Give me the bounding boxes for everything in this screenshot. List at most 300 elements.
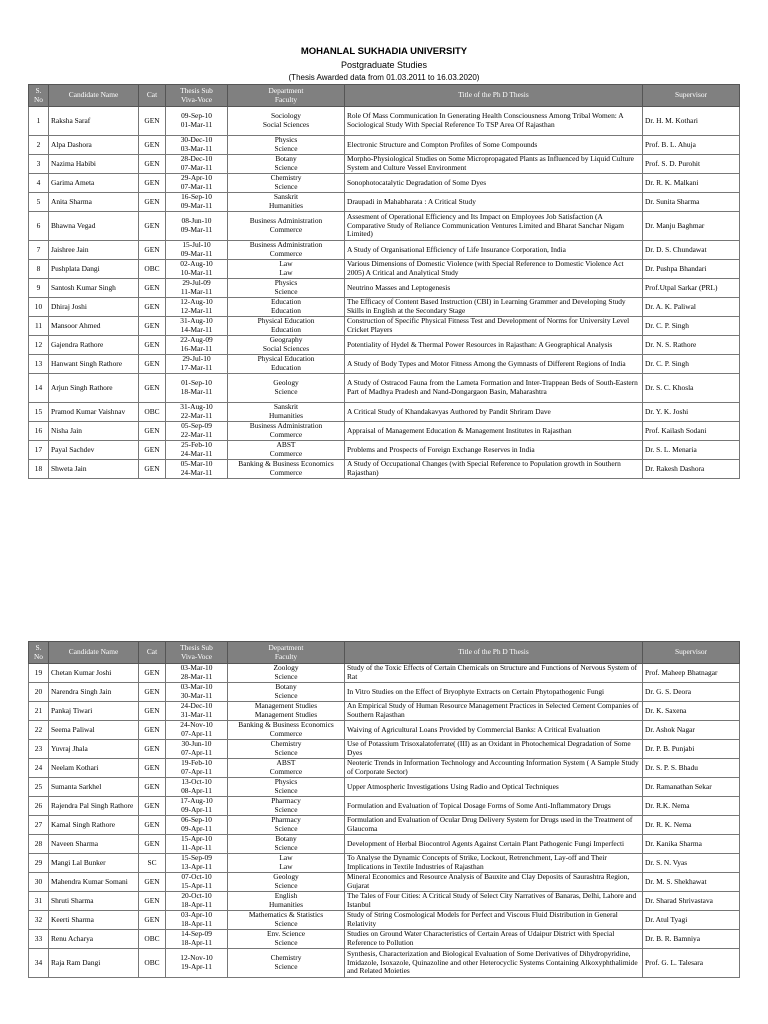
- department: English: [274, 892, 298, 901]
- viva-voce-date: 24-Mar-11: [180, 450, 213, 458]
- category: GEN: [139, 193, 166, 212]
- serial-number: 9: [29, 279, 49, 298]
- department: Management Studies: [254, 702, 318, 711]
- thesis-title: Use of Potassium Trisoxalatoferrate( (III) as an Oxidant in Photochemical Degradation of Some Dyes: [345, 740, 643, 759]
- supervisor: Dr. H. M. Kothari: [643, 107, 740, 136]
- candidate-name: Nisha Jain: [49, 422, 139, 441]
- supervisor: Prof. G. L. Talesara: [643, 949, 740, 978]
- department-faculty: [228, 193, 345, 212]
- viva-voce-date: 16-Mar-11: [180, 345, 213, 353]
- faculty: Management Studies: [254, 711, 318, 719]
- supervisor: Dr. R. K. Nema: [643, 816, 740, 835]
- candidate-name: Alpa Dashora: [49, 136, 139, 155]
- department: Pharmacy: [271, 797, 301, 806]
- col-title-header: Title of the Ph D Thesis: [345, 642, 643, 664]
- serial-number: 14: [29, 374, 49, 403]
- serial-number: 20: [29, 683, 49, 702]
- category: GEN: [139, 683, 166, 702]
- department-faculty: [228, 107, 345, 136]
- submission-date: 14-Sep-09: [181, 930, 212, 939]
- candidate-name: Seema Paliwal: [49, 721, 139, 740]
- thesis-title: Various Dimensions of Domestic Violence (with Special Reference to Domestic Violence Act 2005) A Critical and Analytical Study: [345, 260, 643, 279]
- viva-voce-date: 09-Mar-11: [180, 226, 213, 234]
- table-row: [29, 683, 740, 702]
- category: GEN: [139, 241, 166, 260]
- serial-number: 8: [29, 260, 49, 279]
- department: Physical Education: [257, 317, 315, 326]
- department-faculty: [228, 374, 345, 403]
- serial-number: 2: [29, 136, 49, 155]
- viva-voce-date: 19-Apr-11: [181, 963, 212, 971]
- supervisor: Dr. S. C. Khosla: [643, 374, 740, 403]
- submission-date: 07-Oct-10: [181, 873, 212, 882]
- viva-voce-date: 09-Mar-11: [180, 202, 213, 210]
- category: GEN: [139, 174, 166, 193]
- viva-voce-date: 30-Mar-11: [180, 692, 213, 700]
- col-dept-header: [228, 642, 345, 664]
- submission-date: 29-Jul-10: [182, 355, 211, 364]
- thesis-title: The Efficacy of Content Based Instruction (CBI) in Learning Grammer and Developing Study Skills in English at the Secondary Stage: [345, 298, 643, 317]
- serial-number: 27: [29, 816, 49, 835]
- serial-number: 34: [29, 949, 49, 978]
- thesis-title: A Study of Organisational Efficiency of Life Insurance Corporation, India: [345, 241, 643, 260]
- thesis-title: Neutrino Masses and Leptogenesis: [345, 279, 643, 298]
- viva-voce-date: 22-Mar-11: [180, 412, 213, 420]
- thesis-title: Appraisal of Management Education & Management Institutes in Rajasthan: [345, 422, 643, 441]
- faculty: Education: [271, 307, 301, 315]
- col-sup-header: Supervisor: [643, 85, 740, 107]
- category: GEN: [139, 460, 166, 479]
- candidate-name: Nazima Habibi: [49, 155, 139, 174]
- faculty: Commerce: [269, 768, 303, 776]
- thesis-title: Mineral Economics and Resource Analysis of Bauxite and Clay Deposits of Saurashtra Region, Gujarat: [345, 873, 643, 892]
- submission-date: 30-Jun-10: [181, 740, 212, 749]
- serial-number: 22: [29, 721, 49, 740]
- candidate-name: Pushplata Dangi: [49, 260, 139, 279]
- col-dates-header-line: Viva-Voce: [180, 95, 213, 104]
- department: Physical Education: [257, 355, 315, 364]
- table-row: [29, 107, 740, 136]
- col-sno-header: S. No: [29, 642, 49, 664]
- col-cat-header: Cat: [139, 85, 166, 107]
- category: GEN: [139, 797, 166, 816]
- viva-voce-date: 14-Mar-11: [180, 326, 213, 334]
- col-dept-header-line: Faculty: [274, 652, 298, 661]
- thesis-dates: [166, 930, 228, 949]
- department-faculty: [228, 355, 345, 374]
- serial-number: 1: [29, 107, 49, 136]
- candidate-name: Sumanta Sarkhel: [49, 778, 139, 797]
- department-faculty: [228, 949, 345, 978]
- submission-date: 24-Nov-10: [180, 721, 213, 730]
- faculty: Education: [271, 364, 301, 372]
- faculty: Science: [274, 882, 298, 890]
- viva-voce-date: 28-Mar-11: [180, 673, 213, 681]
- thesis-table-1: [28, 84, 740, 479]
- category: GEN: [139, 441, 166, 460]
- submission-date: 03-Mar-10: [180, 683, 213, 692]
- supervisor: Dr. Y. K. Joshi: [643, 403, 740, 422]
- thesis-dates: [166, 778, 228, 797]
- supervisor: Prof. Kailash Sodani: [643, 422, 740, 441]
- table-row: [29, 193, 740, 212]
- thesis-dates: [166, 835, 228, 854]
- department-faculty: [228, 911, 345, 930]
- department: Sociology: [271, 112, 301, 121]
- thesis-title: A Study of Ostracod Fauna from the Lameta Formation and Inter-Trappean Beds of South-Eastern Part of Madhya Pradesh and Nand-Dongargaon Basin, Maharashtra: [345, 374, 643, 403]
- serial-number: 15: [29, 403, 49, 422]
- department-faculty: [228, 336, 345, 355]
- department: Mathematics & Statistics: [248, 911, 324, 920]
- thesis-title: Neoteric Trends in Information Technology and Accounting Information System ( A Sample Study of Corporate Sector): [345, 759, 643, 778]
- thesis-dates: [166, 664, 228, 683]
- department-faculty: [228, 212, 345, 241]
- thesis-title: Construction of Specific Physical Fitness Test and Development of Norms for University Level Cricket Players: [345, 317, 643, 336]
- serial-number: 13: [29, 355, 49, 374]
- table-row: [29, 816, 740, 835]
- faculty: Science: [274, 749, 298, 757]
- table-row: [29, 460, 740, 479]
- submission-date: 31-Aug-10: [180, 317, 213, 326]
- department: Zoology: [273, 664, 299, 673]
- category: GEN: [139, 107, 166, 136]
- serial-number: 17: [29, 441, 49, 460]
- faculty: Science: [274, 692, 298, 700]
- candidate-name: Bhawna Vegad: [49, 212, 139, 241]
- table-row: [29, 949, 740, 978]
- department-faculty: [228, 403, 345, 422]
- thesis-dates: [166, 241, 228, 260]
- supervisor: Prof. B. L. Ahuja: [643, 136, 740, 155]
- submission-date: 19-Feb-10: [181, 759, 212, 768]
- category: GEN: [139, 778, 166, 797]
- submission-date: 05-Mar-10: [180, 460, 213, 469]
- faculty: Science: [274, 920, 298, 928]
- department: Chemistry: [270, 954, 302, 963]
- faculty: Science: [274, 145, 298, 153]
- thesis-dates: [166, 441, 228, 460]
- faculty: Science: [274, 388, 298, 396]
- col-dept-header: [228, 85, 345, 107]
- submission-date: 25-Feb-10: [181, 441, 212, 450]
- thesis-dates: [166, 683, 228, 702]
- supervisor: Dr. Rakesh Dashora: [643, 460, 740, 479]
- col-dept-header-line: Department: [268, 643, 304, 652]
- category: GEN: [139, 721, 166, 740]
- department: Banking & Business Economics: [238, 721, 334, 730]
- supervisor: Dr. S. N. Vyas: [643, 854, 740, 873]
- supervisor: Dr. P. B. Punjabi: [643, 740, 740, 759]
- submission-date: 22-Aug-09: [180, 336, 213, 345]
- table-row: [29, 374, 740, 403]
- col-dept-header-line: Faculty: [274, 95, 298, 104]
- thesis-dates: [166, 892, 228, 911]
- supervisor: Dr. R.K. Nema: [643, 797, 740, 816]
- serial-number: 33: [29, 930, 49, 949]
- faculty: Science: [274, 825, 298, 833]
- thesis-dates: [166, 702, 228, 721]
- col-cat-header: Cat: [139, 642, 166, 664]
- category: GEN: [139, 835, 166, 854]
- table-row: [29, 911, 740, 930]
- category: GEN: [139, 212, 166, 241]
- thesis-table-2: [28, 641, 740, 978]
- viva-voce-date: 12-Mar-11: [180, 307, 213, 315]
- candidate-name: Raja Ram Dangi: [49, 949, 139, 978]
- candidate-name: Pramod Kumar Vaishnav: [49, 403, 139, 422]
- faculty: Education: [271, 326, 301, 334]
- category: GEN: [139, 740, 166, 759]
- viva-voce-date: 07-Mar-11: [180, 183, 213, 191]
- supervisor: Dr. Sharad Shrivastava: [643, 892, 740, 911]
- thesis-title: Morpho-Physiological Studies on Some Micropropagated Plants as Influenced by Liquid Culture System and Culture Vessel Environment: [345, 155, 643, 174]
- supervisor: Prof.Utpal Sarkar (PRL): [643, 279, 740, 298]
- col-name-header: Candidate Name: [49, 642, 139, 664]
- candidate-name: Rajendra Pal Singh Rathore: [49, 797, 139, 816]
- faculty: Law: [279, 863, 293, 871]
- category: GEN: [139, 374, 166, 403]
- submission-date: 24-Dec-10: [180, 702, 213, 711]
- department: Physics: [274, 136, 298, 145]
- department: Geography: [269, 336, 303, 345]
- candidate-name: Santosh Kumar Singh: [49, 279, 139, 298]
- faculty: Commerce: [269, 469, 303, 477]
- table-row: [29, 422, 740, 441]
- department: Botany: [275, 835, 297, 844]
- department: Botany: [275, 683, 297, 692]
- table-row: [29, 702, 740, 721]
- table-row: [29, 759, 740, 778]
- table-row: [29, 740, 740, 759]
- viva-voce-date: 18-Apr-11: [181, 939, 212, 947]
- thesis-dates: [166, 317, 228, 336]
- candidate-name: Narendra Singh Jain: [49, 683, 139, 702]
- supervisor: Dr. R. K. Malkani: [643, 174, 740, 193]
- thesis-dates: [166, 336, 228, 355]
- department: Business Administration: [249, 422, 323, 431]
- viva-voce-date: 07-Apr-11: [181, 768, 212, 776]
- serial-number: 12: [29, 336, 49, 355]
- category: GEN: [139, 279, 166, 298]
- candidate-name: Jaishree Jain: [49, 241, 139, 260]
- submission-date: 29-Apr-10: [180, 174, 213, 183]
- table-row: [29, 136, 740, 155]
- viva-voce-date: 31-Mar-11: [180, 711, 213, 719]
- thesis-title: Sonophotocatalytic Degradation of Some Dyes: [345, 174, 643, 193]
- submission-date: 02-Aug-10: [180, 260, 213, 269]
- department-faculty: [228, 740, 345, 759]
- serial-number: 26: [29, 797, 49, 816]
- supervisor: Dr. C. P. Singh: [643, 317, 740, 336]
- faculty: Science: [274, 787, 298, 795]
- thesis-dates: [166, 212, 228, 241]
- thesis-title: Development of Herbal Biocontrol Agents Against Certain Plant Pathogenic Fungi Imperfecti: [345, 835, 643, 854]
- faculty: Science: [274, 939, 298, 947]
- supervisor: Dr. A. K. Paliwal: [643, 298, 740, 317]
- faculty: Humanities: [268, 901, 304, 909]
- thesis-dates: [166, 854, 228, 873]
- department: Law: [279, 260, 293, 269]
- category: GEN: [139, 422, 166, 441]
- submission-date: 20-Oct-10: [181, 892, 212, 901]
- supervisor: Dr. Ramanathan Sekar: [643, 778, 740, 797]
- department: Physics: [274, 778, 298, 787]
- supervisor: Dr. K. Saxena: [643, 702, 740, 721]
- serial-number: 28: [29, 835, 49, 854]
- candidate-name: Chetan Kumar Joshi: [49, 664, 139, 683]
- supervisor: Dr. D. S. Chundawat: [643, 241, 740, 260]
- department-faculty: [228, 422, 345, 441]
- candidate-name: Mansoor Ahmed: [49, 317, 139, 336]
- serial-number: 16: [29, 422, 49, 441]
- viva-voce-date: 10-Mar-11: [180, 269, 213, 277]
- supervisor: Dr. B. R. Bamniya: [643, 930, 740, 949]
- table-row: [29, 854, 740, 873]
- submission-date: 09-Sep-10: [181, 112, 212, 121]
- faculty: Social Sciences: [262, 121, 310, 129]
- thesis-dates: [166, 460, 228, 479]
- col-dates-header-line: Viva-Voce: [180, 652, 213, 661]
- col-dept-header-line: Department: [268, 86, 304, 95]
- department-faculty: [228, 441, 345, 460]
- category: GEN: [139, 336, 166, 355]
- supervisor: Dr. Kanika Sharma: [643, 835, 740, 854]
- viva-voce-date: 22-Mar-11: [180, 431, 213, 439]
- viva-voce-date: 08-Apr-11: [181, 787, 212, 795]
- category: GEN: [139, 702, 166, 721]
- faculty: Commerce: [269, 450, 303, 458]
- table-row: [29, 664, 740, 683]
- candidate-name: Renu Acharya: [49, 930, 139, 949]
- faculty: Science: [274, 963, 298, 971]
- thesis-title: An Empirical Study of Human Resource Management Practices in Selected Cement Companies of Southern Rajasthan: [345, 702, 643, 721]
- thesis-dates: [166, 155, 228, 174]
- thesis-dates: [166, 740, 228, 759]
- department: Env. Science: [266, 930, 306, 939]
- header-row: [29, 85, 740, 107]
- candidate-name: Gajendra Rathore: [49, 336, 139, 355]
- thesis-title: Electronic Structure and Compton Profiles of Some Compounds: [345, 136, 643, 155]
- viva-voce-date: 18-Apr-11: [181, 901, 212, 909]
- thesis-title: Formulation and Evaluation of Ocular Drug Delivery System for Drugs used in the Treatment of Glaucoma: [345, 816, 643, 835]
- department-faculty: [228, 835, 345, 854]
- serial-number: 4: [29, 174, 49, 193]
- category: GEN: [139, 136, 166, 155]
- thesis-title: Study of the Toxic Effects of Certain Chemicals on Structure and Functions of Nervous System of Rat: [345, 664, 643, 683]
- faculty: Commerce: [269, 730, 303, 738]
- table-row: [29, 873, 740, 892]
- viva-voce-date: 09-Mar-11: [180, 250, 213, 258]
- serial-number: 21: [29, 702, 49, 721]
- department: Sanskrit: [273, 193, 299, 202]
- department: ABST: [276, 759, 296, 768]
- category: OBC: [139, 260, 166, 279]
- thesis-dates: [166, 721, 228, 740]
- submission-date: 15-Apr-10: [180, 835, 213, 844]
- category: OBC: [139, 403, 166, 422]
- category: SC: [139, 854, 166, 873]
- col-dates-header-line: Thesis Sub: [180, 643, 213, 652]
- supervisor: Dr. C. P. Singh: [643, 355, 740, 374]
- department-faculty: [228, 460, 345, 479]
- faculty: Science: [274, 288, 298, 296]
- page-subtitle: Postgraduate Studies: [340, 60, 428, 70]
- department: Banking & Business Economics: [238, 460, 334, 469]
- department-faculty: [228, 797, 345, 816]
- supervisor: Dr. S. L. Menaria: [643, 441, 740, 460]
- department-faculty: [228, 721, 345, 740]
- table-header: [29, 85, 740, 107]
- faculty: Science: [274, 183, 298, 191]
- thesis-title: Waiving of Agricultural Loans Provided by Commercial Banks: A Critical Evaluation: [345, 721, 643, 740]
- submission-date: 28-Dec-10: [180, 155, 213, 164]
- thesis-title: Assesment of Operational Efficiency and Its Impact on Employees Job Satisfaction (A Comparative Study of Reliance Communication Ventures Limited and Bharat Sanchar Nigam Limited): [345, 212, 643, 241]
- table-header: [29, 642, 740, 664]
- thesis-dates: [166, 797, 228, 816]
- thesis-dates: [166, 298, 228, 317]
- category: OBC: [139, 930, 166, 949]
- thesis-dates: [166, 260, 228, 279]
- submission-date: 16-Sep-10: [181, 193, 212, 202]
- department: Sanskrit: [273, 403, 299, 412]
- submission-date: 31-Aug-10: [180, 403, 213, 412]
- supervisor: Prof. Maheep Bhatnagar: [643, 664, 740, 683]
- table-row: [29, 298, 740, 317]
- candidate-name: Naveen Sharma: [49, 835, 139, 854]
- department-faculty: [228, 854, 345, 873]
- thesis-dates: [166, 107, 228, 136]
- category: GEN: [139, 298, 166, 317]
- serial-number: 23: [29, 740, 49, 759]
- category: GEN: [139, 317, 166, 336]
- viva-voce-date: 18-Apr-11: [181, 920, 212, 928]
- viva-voce-date: 07-Apr-11: [181, 749, 212, 757]
- department: ABST: [276, 441, 296, 450]
- thesis-dates: [166, 355, 228, 374]
- faculty: Commerce: [269, 226, 303, 234]
- department-faculty: [228, 778, 345, 797]
- table-row: [29, 892, 740, 911]
- viva-voce-date: 11-Mar-11: [180, 288, 213, 296]
- submission-date: 15-Jul-10: [182, 241, 211, 250]
- thesis-dates: [166, 422, 228, 441]
- candidate-name: Neelam Kothari: [49, 759, 139, 778]
- category: GEN: [139, 892, 166, 911]
- submission-date: 03-Mar-10: [180, 664, 213, 673]
- submission-date: 30-Dec-10: [180, 136, 213, 145]
- university-title: MOHANLAL SUKHADIA UNIVERSITY: [300, 46, 468, 57]
- table-row: [29, 721, 740, 740]
- serial-number: 19: [29, 664, 49, 683]
- table-row: [29, 403, 740, 422]
- submission-date: 15-Sep-09: [181, 854, 212, 863]
- department: Chemistry: [270, 740, 302, 749]
- submission-date: 05-Sep-09: [181, 422, 212, 431]
- candidate-name: Pankaj Tiwari: [49, 702, 139, 721]
- thesis-title: Upper Atmospheric Investigations Using Radio and Optical Techniques: [345, 778, 643, 797]
- table-row: [29, 778, 740, 797]
- serial-number: 3: [29, 155, 49, 174]
- submission-date: 08-Jun-10: [181, 217, 212, 226]
- candidate-name: Arjun Singh Rathore: [49, 374, 139, 403]
- submission-date: 03-Apr-10: [180, 911, 213, 920]
- candidate-name: Mangi Lal Bunker: [49, 854, 139, 873]
- viva-voce-date: 01-Mar-11: [180, 121, 213, 129]
- supervisor: Dr. M. S. Shekhawat: [643, 873, 740, 892]
- submission-date: 12-Aug-10: [180, 298, 213, 307]
- serial-number: 30: [29, 873, 49, 892]
- category: GEN: [139, 155, 166, 174]
